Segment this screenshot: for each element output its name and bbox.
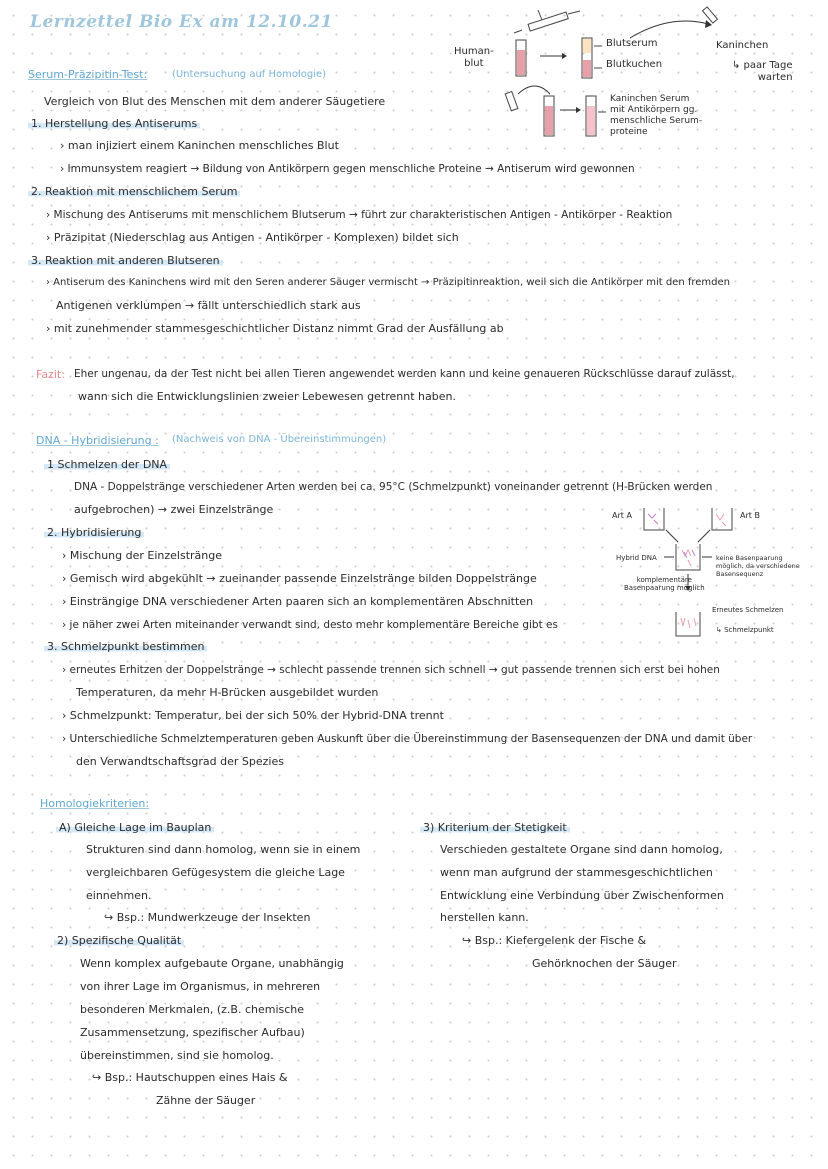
criterion-a-example: ↪ Bsp.: Mundwerkzeuge der Insekten [104,911,311,924]
dna-subtitle: (Nachweis von DNA - Übereinstimmungen) [172,434,387,445]
blood-tube-icon [516,40,526,76]
serum-tube-icon [544,96,554,136]
no-pairing-label: keine Basenpaarung möglich, da verschiedene Basensequenz [716,554,800,578]
separated-tube-icon [582,38,602,78]
criterion-3-example1: ↪ Bsp.: Kiefergelenk der Fische & [462,934,647,947]
melting-point-label: ↳ Schmelzpunkt [716,626,774,634]
syringe-icon [514,10,580,33]
dna-step2a: › Mischung der Einzelstränge [62,549,222,562]
dna-heading: DNA - Hybridisierung : [36,434,159,447]
criterion-3-line1: Verschieden gestaltete Organe sind dann homolog, [440,843,723,856]
criterion-2-line3: besonderen Merkmalen, (z.B. chemische [80,1003,305,1016]
criterion-2-line5: übereinstimmen, sind sie homolog. [80,1049,274,1062]
remelt-label: Erneutes Schmelzen [712,606,784,614]
serum-test-subtitle: (Untersuchung auf Homologie) [172,69,327,80]
rabbit-serum-label: Kaninchen Serum mit Antikörpern gg. menschliche Serum- proteine [610,94,703,137]
criterion-3-example2: Gehörknochen der Säuger [532,957,677,970]
criterion-2-line1: Wenn komplex aufgebaute Organe, unabhängig [80,957,344,970]
pairing-label: komplementäre Basenpaarung möglich [624,576,705,592]
fazit-line2: wann sich die Entwicklungslinien zweier Lebewesen getrennt haben. [78,390,456,403]
dna-hybrid-diagram [604,500,820,650]
serum-step3a-line1: › Antiserum des Kaninchens wird mit den Seren anderer Säuger vermischt → Präzipitinreaktion, weil sich die Antikörper mit den fremden [46,277,730,288]
dna-step3c-line2: den Verwandtschaftsgrad der Spezies [76,755,284,768]
criterion-2-line4: Zusammensetzung, spezifischer Aufbau) [80,1026,305,1039]
antiserum-tube-icon [586,96,606,136]
criterion-2-title: 2) Spezifische Qualität [54,934,184,947]
dna-step3b: › Schmelzpunkt: Temperatur, bei der sich 50% der Hybrid-DNA trennt [62,709,444,722]
dna-step3a-line1: › erneutes Erhitzen der Doppelstränge → schlecht passende trennen sich schnell → gut passende trennen sich erst bei hohen [62,664,720,676]
criterion-3-line4: herstellen kann. [440,911,529,924]
page-title: Lernzettel Bio Ex am 12.10.21 [30,12,333,32]
serum-step2b: › Präzipitat (Niederschlag aus Antigen - Antikörper - Komplexen) bildet sich [46,231,459,244]
hybrid-dna-icon [676,544,700,570]
criterion-a-line3: einnehmen. [86,889,152,902]
dna-step1-line2: aufgebrochen) → zwei Einzelstränge [74,503,274,516]
serum-step2: 2. Reaktion mit menschlichem Serum [28,185,240,198]
syringe-icon [703,7,718,23]
dna-step3: 3. Schmelzpunkt bestimmen [44,640,207,653]
art-a-label: Art A [612,511,632,520]
dna-step2c: › Einsträngige DNA verschiedener Arten paaren sich an komplementären Abschnitten [62,595,534,608]
serum-test-heading: Serum-Präzipitin-Test: [28,68,148,81]
dna-step1-line1: DNA - Doppelstränge verschiedener Arten werden bei ca. 95°C (Schmelzpunkt) voneinander getrennt (H-Brücken werden [74,481,713,493]
serum-step1b: › Immunsystem reagiert → Bildung von Antikörpern gegen menschliche Proteine → Antiserum wird gewonnen [60,163,635,175]
homolog-heading: Homologiekriterien: [40,797,150,810]
beaker-icon [644,508,664,530]
syringe-icon [505,92,518,111]
dna-step2b: › Gemisch wird abgekühlt → zueinander passende Einzelstränge bilden Doppelstränge [62,572,537,585]
serum-step3b: › mit zunehmender stammesgeschichtlicher Distanz nimmt Grad der Ausfällung ab [46,322,504,335]
remelt-tube-icon [676,612,700,636]
criterion-a-line1: Strukturen sind dann homolog, wenn sie in einem [86,843,361,856]
rabbits-label: Kaninchen [716,40,769,51]
criterion-3-title: 3) Kriterium der Stetigkeit [420,821,570,834]
beaker-icon [712,508,732,530]
criterion-a-line2: vergleichbaren Gefügesystem die gleiche Lage [86,866,345,879]
serum-step3: 3. Reaktion mit anderen Blutseren [28,254,223,267]
arrow-icon [630,21,708,38]
dna-step1: 1 Schmelzen der DNA [44,458,170,471]
criterion-a-title: A) Gleiche Lage im Bauplan [56,821,214,834]
dna-step2: 2. Hybridisierung [44,526,144,539]
art-b-label: Art B [740,511,760,520]
criterion-3-line3: Entwicklung eine Verbindung über Zwischenformen [440,889,724,902]
criterion-2-example1: ↪ Bsp.: Hautschuppen eines Hais & [92,1071,288,1084]
fazit-line1: Eher ungenau, da der Test nicht bei allen Tieren angewendet werden kann und keine genaueren Rückschlüsse darauf zulässt, [74,368,735,380]
hybrid-dna-label: Hybrid DNA [616,554,657,562]
blutkuchen-label: Blutkuchen [606,59,663,70]
serum-test-diagram [440,6,820,156]
fazit-label: Fazit: [36,368,65,381]
criterion-2-line2: von ihrer Lage im Organismus, in mehreren [80,980,321,993]
criterion-2-example2: Zähne der Säuger [156,1094,256,1107]
blutserum-label: Blutserum [606,38,658,49]
dna-step3a-line2: Temperaturen, da mehr H-Brücken ausgebildet wurden [76,686,379,699]
criterion-3-line2: wenn man aufgrund der stammesgeschichtlichen [440,866,713,879]
serum-intro: Vergleich von Blut des Menschen mit dem anderer Säugetiere [44,95,386,108]
serum-step1a: › man injiziert einem Kaninchen menschliches Blut [60,139,339,152]
wait-label: ↳ paar Tage warten [732,60,793,83]
dna-step3c-line1: › Unterschiedliche Schmelztemperaturen geben Auskunft über die Übereinstimmung der Basensequenzen der DNA und damit über [62,733,753,745]
serum-step2a: › Mischung des Antiserums mit menschlichem Blutserum → führt zur charakteristischen Antigen - Antikörper - Reaktion [46,209,673,221]
serum-step3a-line2: Antigenen verklumpen → fällt unterschiedlich stark aus [56,299,361,312]
dna-step2d: › je näher zwei Arten miteinander verwandt sind, desto mehr komplementäre Bereiche gibt es [62,619,558,631]
serum-step1: 1. Herstellung des Antiserums [28,117,200,130]
human-blood-label: Human- blut [454,46,494,69]
